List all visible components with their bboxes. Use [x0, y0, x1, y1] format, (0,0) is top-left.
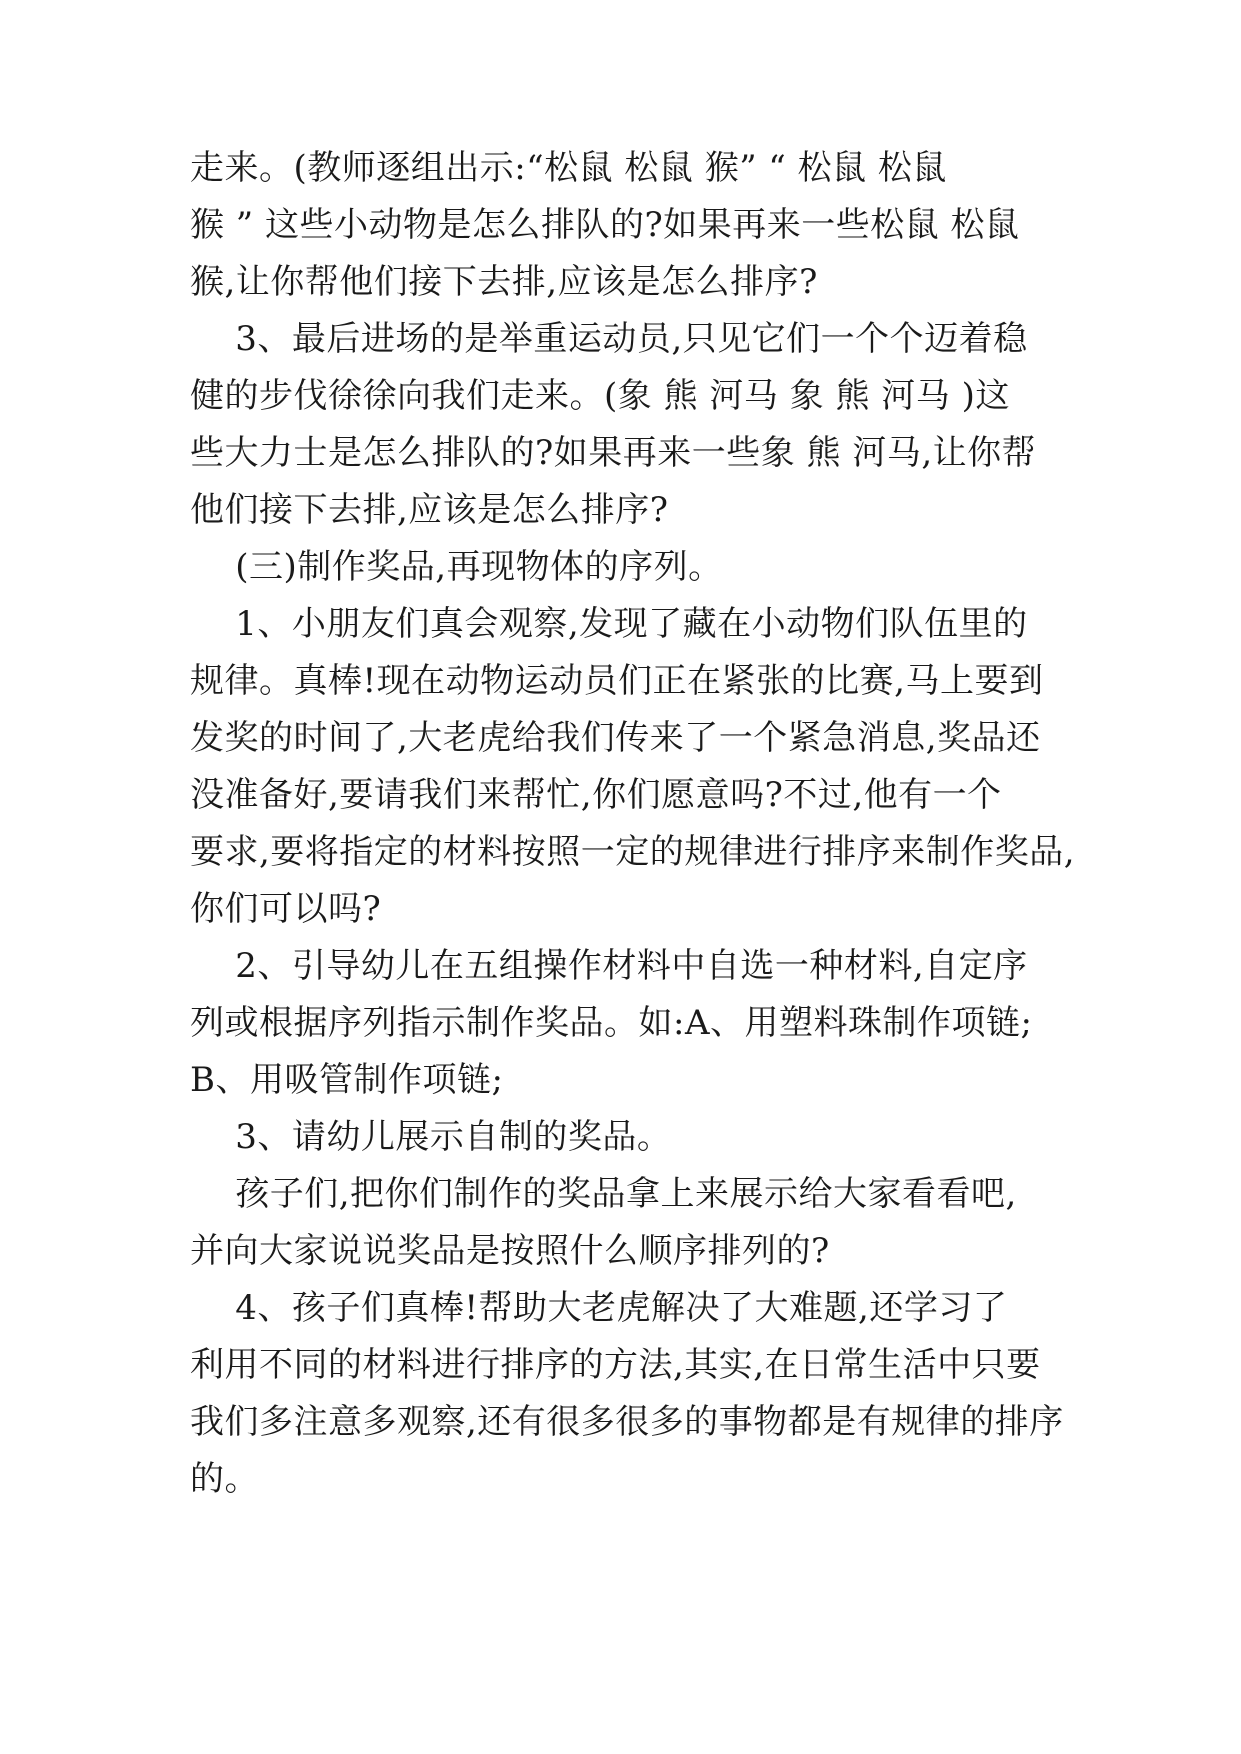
text-line: 3、请幼儿展示自制的奖品。: [190, 1117, 672, 1157]
text-line: B、用吸管制作项链;: [190, 1060, 504, 1100]
text-line: 猴 ” 这些小动物是怎么排队的?如果再来一些松鼠 松鼠: [190, 205, 1020, 245]
text-line: 要求,要将指定的材料按照一定的规律进行排序来制作奖品,: [190, 832, 1076, 872]
text-line: 他们接下去排,应该是怎么排序?: [190, 490, 669, 530]
text-line: 列或根据序列指示制作奖品。如:A、用塑料珠制作项链;: [190, 1003, 1033, 1043]
text-line: 2、引导幼儿在五组操作材料中自选一种材料,自定序: [190, 946, 1028, 986]
text-line: 规律。真棒!现在动物运动员们正在紧张的比赛,马上要到: [190, 661, 1044, 701]
text-line: 利用不同的材料进行排序的方法,其实,在日常生活中只要: [190, 1345, 1041, 1385]
text-line: 3、最后进场的是举重运动员,只见它们一个个迈着稳: [190, 319, 1028, 359]
text-line: 孩子们,把你们制作的奖品拿上来展示给大家看看吧,: [190, 1174, 1017, 1214]
text-line: 并向大家说说奖品是按照什么顺序排列的?: [190, 1231, 830, 1271]
text-line: 你们可以吗?: [190, 889, 382, 929]
text-line: 发奖的时间了,大老虎给我们传来了一个紧急消息,奖品还: [190, 718, 1041, 758]
text-line: 猴,让你帮他们接下去排,应该是怎么排序?: [190, 262, 818, 302]
text-line: 些大力士是怎么排队的?如果再来一些象 熊 河马,让你帮: [190, 433, 1037, 473]
text-line: 没准备好,要请我们来帮忙,你们愿意吗?不过,他有一个: [190, 775, 1002, 815]
text-line: 1、小朋友们真会观察,发现了藏在小动物们队伍里的: [190, 604, 1028, 644]
text-line: 走来。(教师逐组出示:“松鼠 松鼠 猴” “ 松鼠 松鼠: [190, 148, 947, 188]
section-heading: (三)制作奖品,再现物体的序列。: [190, 547, 723, 587]
text-line: 4、孩子们真棒!帮助大老虎解决了大难题,还学习了: [190, 1288, 1008, 1328]
text-line: 健的步伐徐徐向我们走来。(象 熊 河马 象 熊 河马 )这: [190, 376, 1010, 416]
text-line: 的。: [190, 1459, 259, 1499]
text-line: 我们多注意多观察,还有很多很多的事物都是有规律的排序: [190, 1402, 1064, 1442]
